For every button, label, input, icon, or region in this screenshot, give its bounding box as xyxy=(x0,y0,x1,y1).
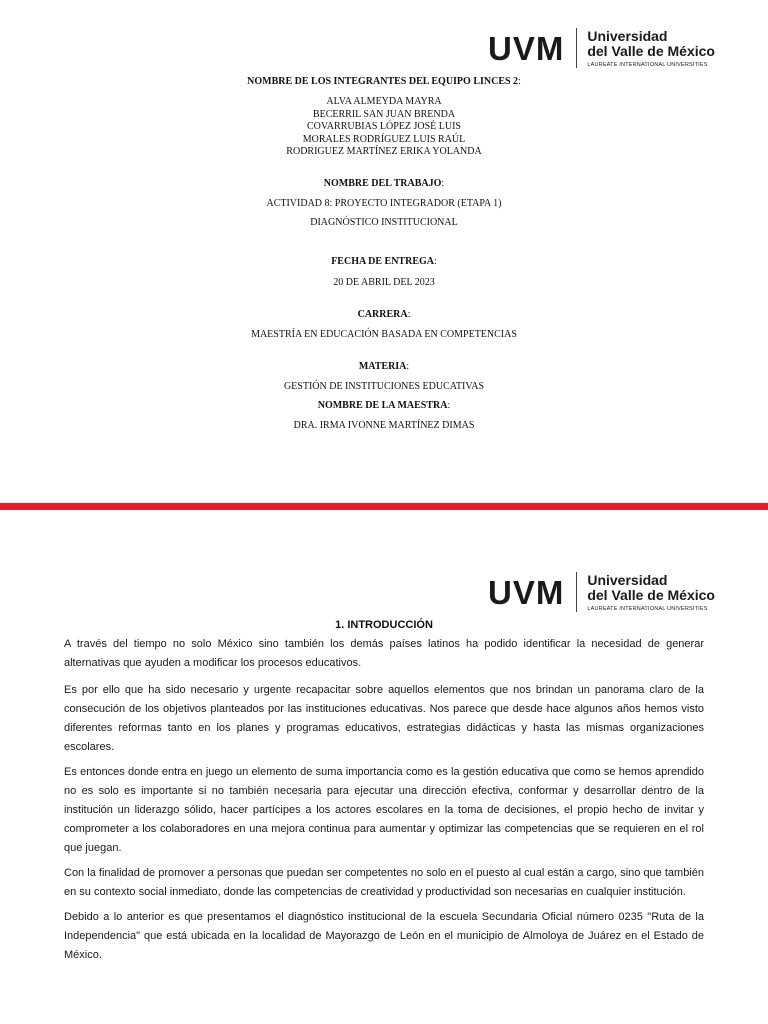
intro-paragraph-5: Debido a lo anterior es que presentamos el diagnóstico institucional de la escuela Secundaria Oficial número 0235 "Ruta de la Independencia" que está ubicada en la localidad de Mayorazgo de León en el municipio de Almoloya de Juárez en el Estado de México. xyxy=(64,911,704,961)
logo-line1: Universidad xyxy=(587,571,668,588)
member-name: ALVA ALMEYDA MAYRA xyxy=(326,96,442,107)
date-label: FECHA DE ENTREGA xyxy=(331,256,434,267)
subject-value: GESTIÓN DE INSTITUCIONES EDUCATIVAS xyxy=(283,381,485,392)
cover-page xyxy=(0,0,768,503)
section-heading: 1. INTRODUCCIÓN xyxy=(335,619,433,631)
page-divider xyxy=(0,503,768,510)
logo-text xyxy=(587,29,715,68)
team-label: NOMBRE DE LOS INTEGRANTES DEL EQUIPO LINCES 2 xyxy=(247,76,519,87)
member-name: BECERRIL SAN JUAN BRENDA xyxy=(312,108,456,120)
intro-paragraph-4: Con la finalidad de promover a personas que puedan ser competentes no solo en el puesto al cual están a cargo, sino que también en su contexto social inmediato, donde las competencias de creatividad y productividad son necesarias en cualquier institución. xyxy=(64,867,704,898)
logo-line2: del Valle de México xyxy=(587,586,715,603)
career-label: CARRERA xyxy=(357,309,408,320)
uvm-logo xyxy=(488,572,715,612)
career-heading: CARRERA: xyxy=(357,309,411,320)
work-title-2: DIAGNÓSTICO INSTITUCIONAL xyxy=(310,217,458,228)
member-name: COVARRUBIAS LÓPEZ JOSÉ LUIS xyxy=(306,121,461,133)
logo-line3: LAUREATE INTERNATIONAL UNIVERSITIES xyxy=(587,61,708,68)
intro-paragraph-2: Es por ello que ha sido necesario y urgente recapacitar sobre aquellos elementos que nos brindan un panorama claro de la consecución de los objetivos planteados por las instituciones educativas. Nos parece que desde hace algunos años hemos visto diferentes reformas tanto en los planes y programas educativos, estrategias didácticas y hasta las mismas organizaciones escolares. xyxy=(64,684,704,753)
member-list xyxy=(0,96,768,159)
intro-paragraph-1: A través del tiempo no solo México sino también los demás países latinos ha podido identificar la necesidad de generar alternativas que ayuden a modificar los procesos educativos. xyxy=(64,638,704,669)
member-name: MORALES RODRÍGUEZ LUIS RAÚL xyxy=(302,133,466,145)
intro-paragraph-3: Es entonces donde entra en juego un elemento de suma importancia como es la gestión educativa que como se hemos aprendido no es solo es importante si no también necesaria para ejecutar una dirección efectiva, conformar y desarrollar dentro de la institución un liderazgo sólido, hacer partícipes a los actores escolares en la toma de decisiones, el propio hecho de invitar y comprometer a los colaboradores en una mejora continua para aumentar y optimizar las competencias que se requieren en el rol que juegan. xyxy=(64,766,704,854)
subject-heading: MATERIA: xyxy=(358,361,410,372)
logo-text xyxy=(587,573,715,612)
teacher-label: NOMBRE DE LA MAESTRA xyxy=(317,400,448,411)
logo-line1: Universidad xyxy=(587,27,668,44)
work-label: NOMBRE DEL TRABAJO xyxy=(323,178,442,189)
logo-mark: UVM xyxy=(488,29,565,67)
logo-divider xyxy=(576,572,577,612)
logo-line2: del Valle de México xyxy=(587,42,715,59)
date-heading: FECHA DE ENTREGA: xyxy=(331,256,437,267)
logo-divider xyxy=(576,28,577,68)
work-title-1: ACTIVIDAD 8: PROYECTO INTEGRADOR (ETAPA 1) xyxy=(266,198,502,209)
uvm-logo xyxy=(488,28,715,68)
logo-line3: LAUREATE INTERNATIONAL UNIVERSITIES xyxy=(587,605,708,612)
subject-label: MATERIA xyxy=(358,361,407,372)
date-value: 20 DE ABRIL DEL 2023 xyxy=(333,277,435,288)
logo-mark: UVM xyxy=(488,573,565,611)
team-heading: NOMBRE DE LOS INTEGRANTES DEL EQUIPO LINCES 2: xyxy=(247,76,521,87)
member-name: RODRIGUEZ MARTÍNEZ ERIKA YOLANDA xyxy=(286,146,482,158)
teacher-heading: NOMBRE DE LA MAESTRA: xyxy=(317,400,451,411)
career-value: MAESTRÍA EN EDUCACIÓN BASADA EN COMPETENCIAS xyxy=(251,329,517,340)
teacher-value: DRA. IRMA IVONNE MARTÍNEZ DIMAS xyxy=(293,420,475,431)
work-heading: NOMBRE DEL TRABAJO: xyxy=(323,178,445,189)
page-gap xyxy=(0,510,768,550)
